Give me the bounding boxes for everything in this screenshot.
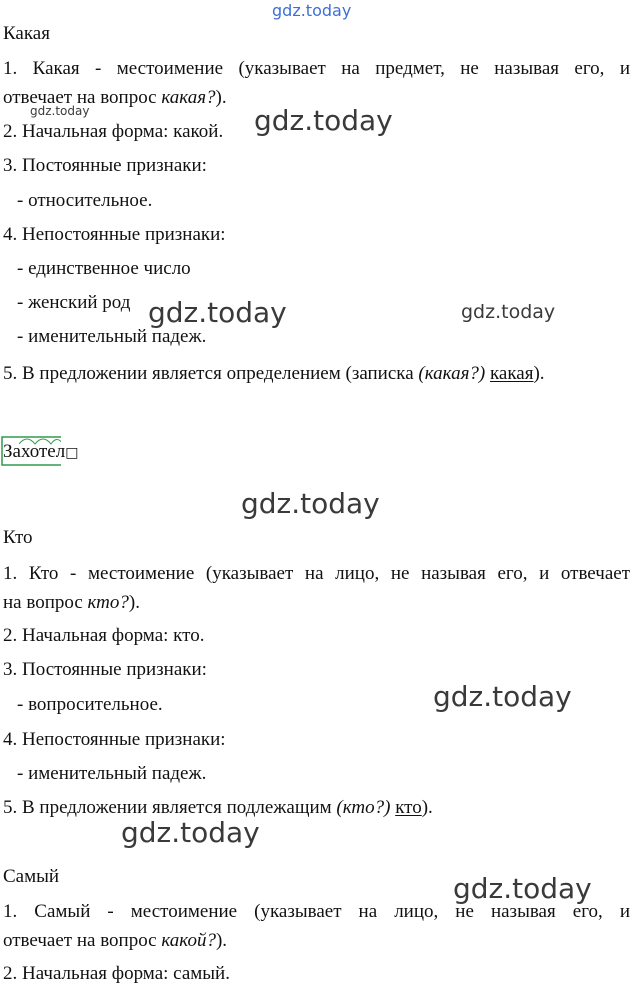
kakaya-line-1: 1. Какая - местоимение (указывает на предмет, не называя его, и (3, 58, 630, 79)
question-kakaya: какая? (161, 87, 216, 108)
kakaya-line-1b: отвечает на вопрос какая?). (3, 87, 227, 108)
missing-glyph-icon: □ (65, 445, 79, 461)
samyy-line-2: 2. Начальная форма: самый. (3, 963, 230, 984)
section-title-kto: Кто (3, 527, 33, 548)
watermark: gdz.today (254, 104, 393, 137)
watermark: gdz.today (461, 301, 556, 323)
watermark: gdz.today (272, 1, 352, 20)
answer-word: какая (489, 363, 534, 384)
kto-line-5: 5. В предложении является подлежащим (кто?) кто). (3, 797, 433, 818)
kto-line-4: 4. Непостоянные признаки: (3, 729, 226, 750)
watermark: gdz.today (148, 296, 287, 329)
section-title-zahotel: Захотел□ (3, 441, 79, 462)
kakaya-line-3: 3. Постоянные признаки: (3, 155, 207, 176)
watermark: gdz.today (453, 872, 592, 905)
watermark: gdz.today (433, 680, 572, 713)
watermark: gdz.today (30, 104, 90, 118)
kto-line-1b: на вопрос кто?). (3, 592, 140, 613)
kakaya-line-4c: - именительный падеж. (17, 326, 207, 347)
section-title-samyy: Самый (3, 866, 60, 887)
kakaya-line-4b: - женский род (17, 292, 131, 313)
kakaya-line-5: 5. В предложении является определением (записка (какая?) какая). (3, 363, 545, 384)
kakaya-line-2: 2. Начальная форма: какой. (3, 121, 224, 142)
kto-line-3a: - вопросительное. (17, 694, 163, 715)
kto-line-4a: - именительный падеж. (17, 763, 207, 784)
kto-line-1: 1. Кто - местоимение (указывает на лицо, не называя его, и отвечает (3, 563, 630, 584)
kakaya-line-4a: - единственное число (17, 258, 191, 279)
kakaya-line-4: 4. Непостоянные признаки: (3, 224, 226, 245)
watermark: gdz.today (241, 487, 380, 520)
section-title-kakaya: Какая (3, 23, 50, 44)
kto-line-2: 2. Начальная форма: кто. (3, 625, 205, 646)
kto-line-3: 3. Постоянные признаки: (3, 659, 207, 680)
kakaya-line-3a: - относительное. (17, 190, 153, 211)
watermark: gdz.today (121, 816, 260, 849)
samyy-line-1: 1. Самый - местоимение (указывает на лицо, не называя его, и (3, 901, 630, 922)
answer-word: кто (395, 797, 422, 818)
samyy-line-1b: отвечает на вопрос какой?). (3, 930, 228, 951)
